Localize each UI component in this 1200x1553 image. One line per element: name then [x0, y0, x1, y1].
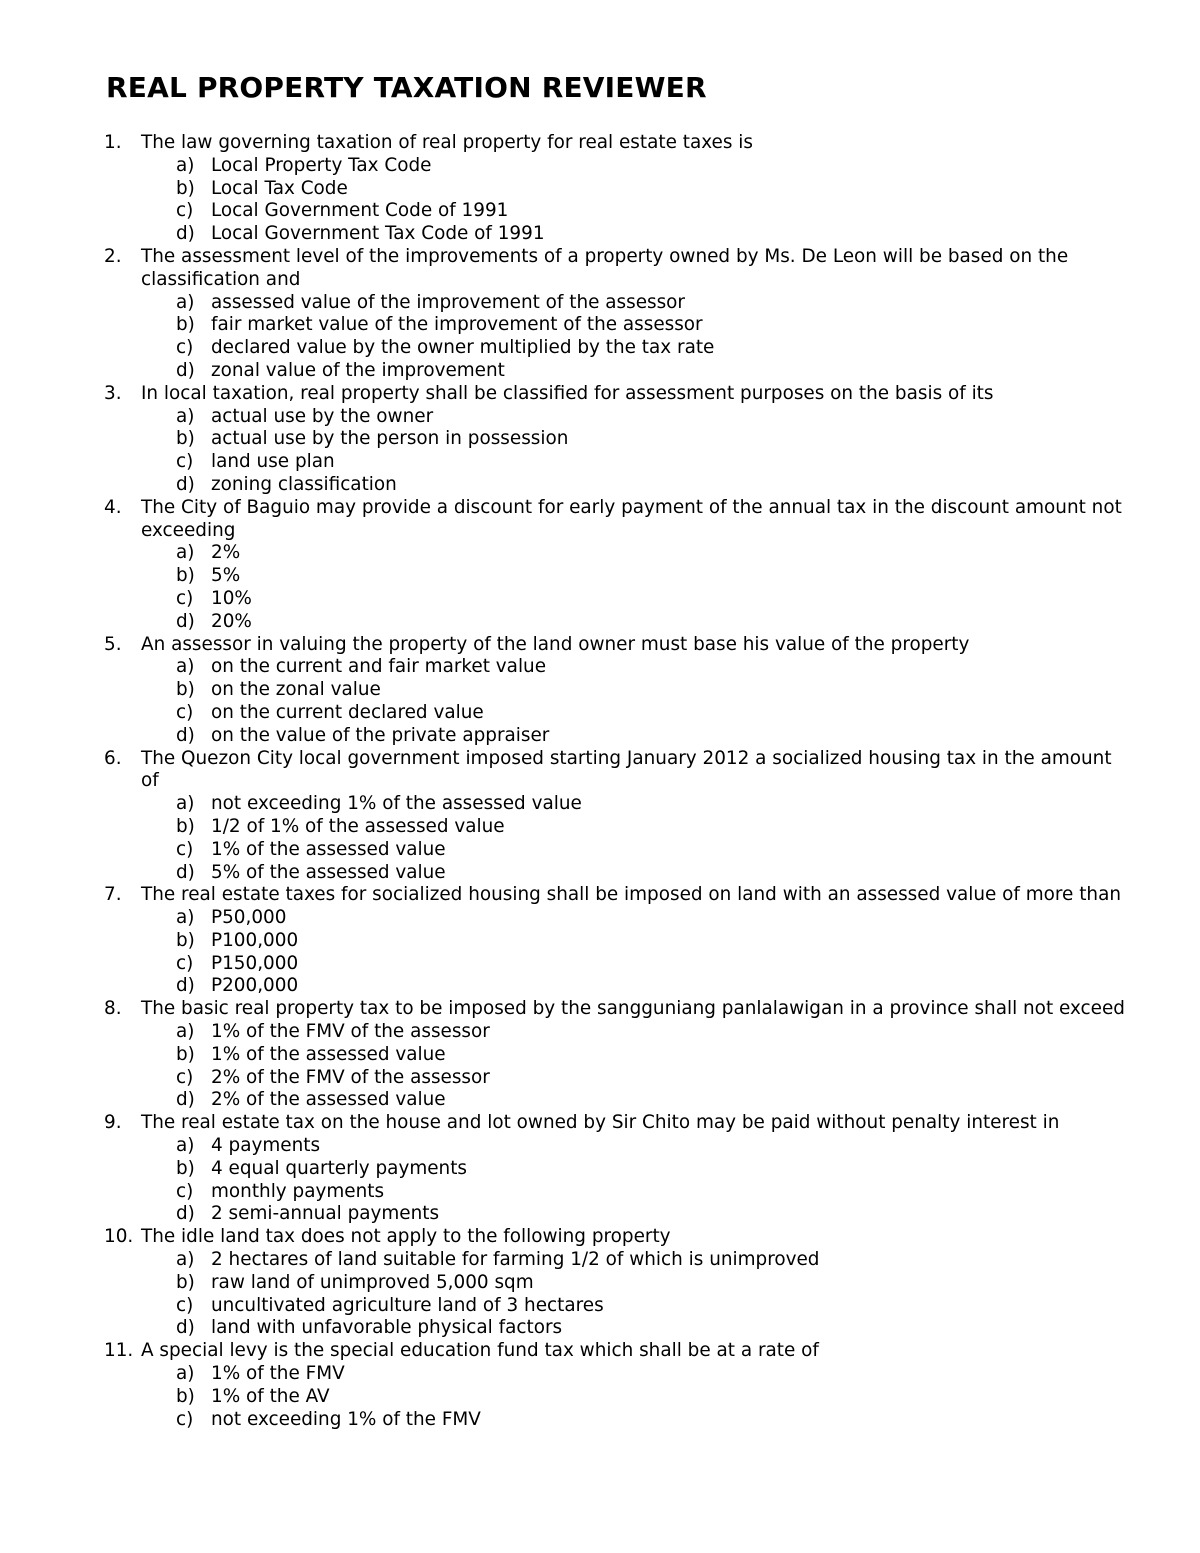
option-letter: b)	[176, 177, 195, 199]
option-letter: c)	[176, 1294, 194, 1316]
option-text: 1% of the FMV	[211, 1363, 345, 1385]
option-letter: c)	[176, 587, 194, 609]
answer-option	[141, 223, 1130, 246]
question-text: The law governing taxation of real property for real estate taxes is	[141, 132, 753, 153]
option-text: P150,000	[211, 952, 299, 974]
option-text: 5%	[211, 565, 241, 587]
option-letter: c)	[176, 1180, 194, 1202]
question-item	[0, 246, 1200, 383]
option-letter: c)	[176, 337, 194, 359]
answer-option	[141, 953, 1130, 976]
option-letter: b)	[176, 679, 195, 701]
option-letter: c)	[176, 1066, 194, 1088]
option-text: Local Tax Code	[211, 177, 348, 199]
option-letter: a)	[176, 1135, 195, 1157]
answer-option	[141, 862, 1130, 885]
option-letter: b)	[176, 1157, 195, 1179]
question-item	[0, 1112, 1200, 1226]
answer-option	[141, 1249, 1130, 1272]
answer-option	[141, 292, 1130, 315]
question-text: The idle land tax does not apply to the following property	[141, 1226, 671, 1248]
answer-option	[141, 1135, 1130, 1158]
answer-option	[141, 907, 1130, 930]
option-text: not exceeding 1% of the FMV	[211, 1408, 481, 1430]
question-item	[0, 383, 1200, 497]
option-letter: d)	[176, 1203, 195, 1225]
option-text: P100,000	[211, 929, 299, 951]
option-text: 2 hectares of land suitable for farming 1/2 of which is unimproved	[211, 1249, 820, 1271]
question-item	[0, 998, 1200, 1112]
option-list	[141, 542, 1130, 633]
answer-option	[141, 725, 1130, 748]
answer-option	[141, 1067, 1130, 1090]
question-item	[0, 132, 1200, 246]
option-letter: c)	[176, 1408, 194, 1430]
document-title: REAL PROPERTY TAXATION REVIEWER	[106, 71, 707, 104]
option-letter: d)	[176, 975, 195, 997]
option-text: Local Government Code of 1991	[211, 200, 509, 222]
option-text: 4 payments	[211, 1135, 321, 1157]
option-text: land with unfavorable physical factors	[211, 1317, 563, 1339]
option-letter: a)	[176, 542, 195, 564]
answer-option	[141, 200, 1130, 223]
option-text: fair market value of the improvement of the assessor	[211, 314, 703, 336]
answer-option	[141, 793, 1130, 816]
question-number: 10.	[104, 1226, 134, 1248]
question-text: The real estate taxes for socialized housing shall be imposed on land with an assessed value of more than	[141, 884, 1122, 906]
option-letter: d)	[176, 473, 195, 495]
question-number: 1.	[104, 132, 122, 153]
option-text: 10%	[211, 587, 252, 609]
answer-option	[141, 975, 1130, 998]
option-letter: a)	[176, 291, 195, 313]
question-item	[0, 1340, 1200, 1431]
option-letter: b)	[176, 1385, 195, 1407]
option-letter: b)	[176, 1043, 195, 1065]
option-letter: b)	[176, 565, 195, 587]
option-text: 1/2 of 1% of the assessed value	[211, 815, 505, 837]
answer-option	[141, 314, 1130, 337]
option-letter: d)	[176, 1317, 195, 1339]
option-letter: c)	[176, 952, 194, 974]
option-letter: c)	[176, 838, 194, 860]
answer-option	[141, 1089, 1130, 1112]
option-text: 2% of the FMV of the assessor	[211, 1066, 490, 1088]
question-item	[0, 748, 1200, 885]
option-letter: a)	[176, 405, 195, 427]
answer-option	[141, 1158, 1130, 1181]
question-text: In local taxation, real property shall be classified for assessment purposes on the basis of its	[141, 382, 994, 404]
question-item	[0, 884, 1200, 998]
option-text: raw land of unimproved 5,000 sqm	[211, 1271, 534, 1293]
option-text: P200,000	[211, 975, 299, 997]
answer-option	[141, 1021, 1130, 1044]
option-text: land use plan	[211, 451, 335, 473]
answer-option	[141, 679, 1130, 702]
option-letter: b)	[176, 428, 195, 450]
answer-option	[141, 1203, 1130, 1226]
option-letter: a)	[176, 656, 195, 678]
option-text: 1% of the AV	[211, 1385, 330, 1407]
answer-option	[141, 702, 1130, 725]
question-number: 5.	[104, 633, 122, 655]
answer-option	[141, 1409, 1130, 1432]
option-text: zonal value of the improvement	[211, 359, 505, 381]
option-text: 5% of the assessed value	[211, 861, 446, 883]
option-letter: d)	[176, 359, 195, 381]
option-list	[141, 793, 1130, 884]
answer-option	[141, 611, 1130, 634]
question-number: 11.	[104, 1340, 134, 1362]
question-item	[0, 1226, 1200, 1340]
question-text: The real estate tax on the house and lot owned by Sir Chito may be paid without penalty interest in	[141, 1112, 1060, 1134]
option-list	[141, 155, 1130, 246]
option-letter: d)	[176, 1089, 195, 1111]
option-letter: a)	[176, 1363, 195, 1385]
question-number: 9.	[104, 1112, 122, 1134]
answer-option	[141, 656, 1130, 679]
option-list	[141, 1135, 1130, 1226]
option-text: declared value by the owner multiplied by the tax rate	[211, 337, 715, 359]
option-letter: b)	[176, 929, 195, 951]
option-letter: a)	[176, 793, 195, 815]
option-letter: d)	[176, 610, 195, 632]
answer-option	[141, 474, 1130, 497]
question-number: 3.	[104, 382, 122, 404]
answer-option	[141, 930, 1130, 953]
option-text: assessed value of the improvement of the assessor	[211, 291, 685, 313]
question-number: 8.	[104, 998, 122, 1020]
option-text: 20%	[211, 610, 252, 632]
option-list	[141, 907, 1130, 998]
option-text: actual use by the owner	[211, 405, 434, 427]
option-text: monthly payments	[211, 1180, 385, 1202]
option-text: 2 semi-annual payments	[211, 1203, 440, 1225]
option-letter: c)	[176, 451, 194, 473]
option-letter: d)	[176, 861, 195, 883]
question-number: 6.	[104, 747, 122, 769]
question-item	[0, 634, 1200, 748]
option-letter: a)	[176, 154, 195, 176]
option-letter: d)	[176, 724, 195, 746]
answer-option	[141, 816, 1130, 839]
question-text: An assessor in valuing the property of the land owner must base his value of the property	[141, 633, 970, 655]
answer-option	[141, 155, 1130, 178]
option-list	[141, 292, 1130, 383]
option-letter: b)	[176, 1271, 195, 1293]
option-list	[141, 406, 1130, 497]
question-number: 4.	[104, 496, 122, 518]
option-text: uncultivated agriculture land of 3 hectares	[211, 1294, 604, 1316]
option-text: 1% of the assessed value	[211, 1043, 446, 1065]
answer-option	[141, 337, 1130, 360]
answer-option	[141, 1044, 1130, 1067]
option-text: zoning classification	[211, 473, 397, 495]
option-text: 1% of the FMV of the assessor	[211, 1021, 490, 1043]
option-text: 1% of the assessed value	[211, 838, 446, 860]
answer-option	[141, 565, 1130, 588]
answer-option	[141, 451, 1130, 474]
answer-option	[141, 178, 1130, 201]
answer-option	[141, 428, 1130, 451]
answer-option	[141, 1317, 1130, 1340]
option-text: Local Property Tax Code	[211, 154, 432, 176]
option-text: Local Government Tax Code of 1991	[211, 223, 545, 245]
option-text: on the current declared value	[211, 701, 484, 723]
answer-option	[141, 406, 1130, 429]
question-text: The Quezon City local government imposed starting January 2012 a socialized housing tax in the amount of	[141, 747, 1112, 792]
option-text: 4 equal quarterly payments	[211, 1157, 468, 1179]
option-letter: a)	[176, 1021, 195, 1043]
option-list	[141, 1021, 1130, 1112]
option-letter: a)	[176, 907, 195, 929]
option-text: 2% of the assessed value	[211, 1089, 446, 1111]
option-list	[141, 1249, 1130, 1340]
option-letter: d)	[176, 223, 195, 245]
option-letter: c)	[176, 200, 194, 222]
answer-option	[141, 1181, 1130, 1204]
option-letter: c)	[176, 701, 194, 723]
question-text: The assessment level of the improvements of a property owned by Ms. De Leon will be based on the classification and	[141, 245, 1069, 290]
option-text: on the zonal value	[211, 679, 381, 701]
question-number: 7.	[104, 884, 122, 906]
answer-option	[141, 1295, 1130, 1318]
answer-option	[141, 1386, 1130, 1409]
option-text: P50,000	[211, 907, 287, 929]
option-text: 2%	[211, 542, 241, 564]
question-text: A special levy is the special education fund tax which shall be at a rate of	[141, 1340, 819, 1362]
question-text: The basic real property tax to be imposed by the sangguniang panlalawigan in a province shall not exceed	[141, 998, 1125, 1020]
answer-option	[141, 588, 1130, 611]
answer-option	[141, 542, 1130, 565]
question-text: The City of Baguio may provide a discount for early payment of the annual tax in the discount amount not exceeding	[141, 496, 1122, 541]
option-text: not exceeding 1% of the assessed value	[211, 793, 582, 815]
option-list	[141, 1363, 1130, 1431]
option-list	[141, 656, 1130, 747]
option-letter: b)	[176, 314, 195, 336]
option-text: on the current and fair market value	[211, 656, 547, 678]
answer-option	[141, 839, 1130, 862]
question-list	[0, 132, 1200, 1431]
question-number: 2.	[104, 245, 122, 267]
answer-option	[141, 360, 1130, 383]
question-item	[0, 497, 1200, 634]
option-letter: b)	[176, 815, 195, 837]
answer-option	[141, 1272, 1130, 1295]
option-text: actual use by the person in possession	[211, 428, 569, 450]
option-text: on the value of the private appraiser	[211, 724, 550, 746]
option-letter: a)	[176, 1249, 195, 1271]
answer-option	[141, 1363, 1130, 1386]
